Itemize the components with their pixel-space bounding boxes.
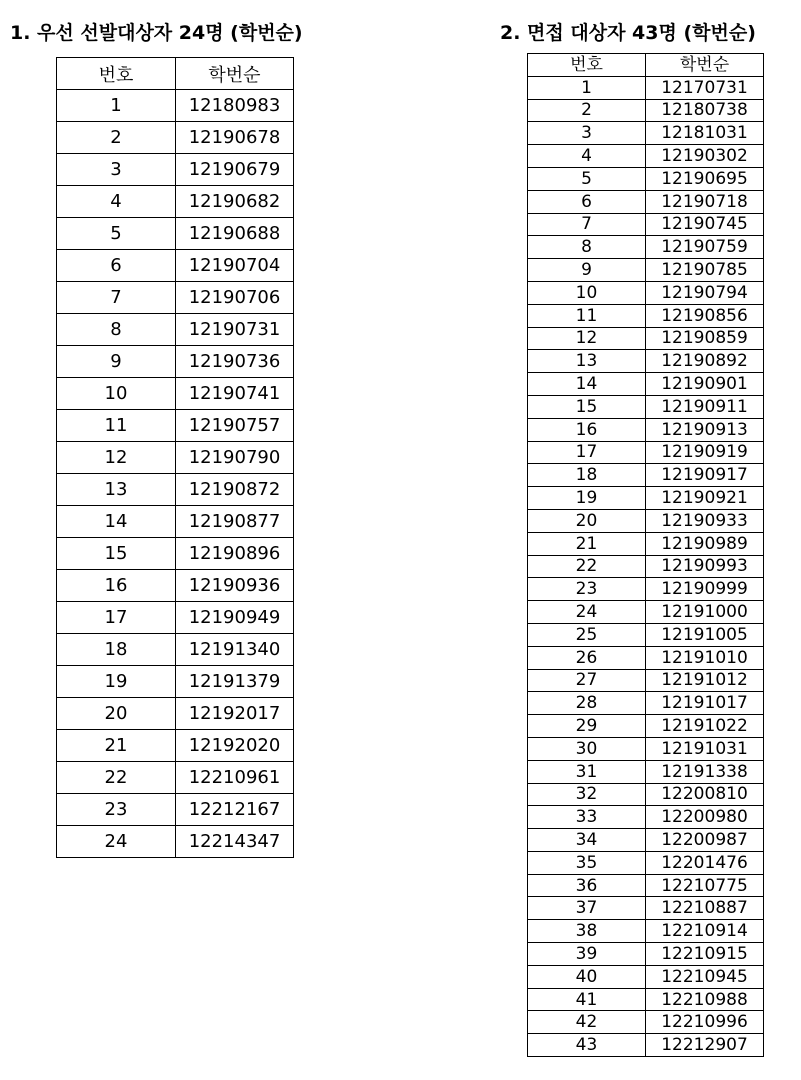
table-row (528, 737, 764, 760)
section1-title: 1. 우선 선발대상자 24명 (학번순) (10, 22, 303, 44)
row-number-cell: 3 (528, 122, 646, 145)
student-id-cell: 12190892 (646, 350, 764, 373)
student-id-cell: 12190731 (176, 314, 294, 346)
row-number-cell: 8 (528, 236, 646, 259)
row-number-cell: 6 (57, 250, 176, 282)
table-row (528, 99, 764, 122)
student-id-cell: 12190911 (646, 395, 764, 418)
table-row (528, 965, 764, 988)
row-number-cell: 19 (528, 487, 646, 510)
row-number-cell: 23 (528, 578, 646, 601)
row-number-cell: 15 (57, 538, 176, 570)
table-row (528, 190, 764, 213)
table-row (528, 145, 764, 168)
table-row (57, 410, 294, 442)
row-number-cell: 7 (57, 282, 176, 314)
student-id-cell: 12190896 (176, 538, 294, 570)
row-number-cell: 14 (57, 506, 176, 538)
row-number-cell: 12 (57, 442, 176, 474)
row-number-cell: 2 (528, 99, 646, 122)
student-id-cell: 12191022 (646, 715, 764, 738)
table-row (57, 122, 294, 154)
row-number-cell: 33 (528, 806, 646, 829)
table-row (57, 698, 294, 730)
table-row (57, 474, 294, 506)
student-id-cell: 12191379 (176, 666, 294, 698)
student-id-cell: 12190759 (646, 236, 764, 259)
table-row (528, 555, 764, 578)
table-row (528, 623, 764, 646)
student-id-cell: 12190877 (176, 506, 294, 538)
table-row (57, 506, 294, 538)
row-number-cell: 30 (528, 737, 646, 760)
table-row (57, 218, 294, 250)
row-number-cell: 25 (528, 623, 646, 646)
student-id-cell: 12190917 (646, 464, 764, 487)
table-row (57, 90, 294, 122)
student-id-cell: 12200987 (646, 829, 764, 852)
student-id-cell: 12190736 (176, 346, 294, 378)
student-id-cell: 12190682 (176, 186, 294, 218)
table-row (528, 487, 764, 510)
row-number-cell: 18 (57, 634, 176, 666)
row-number-cell: 35 (528, 851, 646, 874)
student-id-cell: 12192017 (176, 698, 294, 730)
row-number-cell: 12 (528, 327, 646, 350)
table-row (57, 538, 294, 570)
student-id-cell: 12191012 (646, 669, 764, 692)
student-id-cell: 12190919 (646, 441, 764, 464)
row-number-cell: 21 (528, 532, 646, 555)
table-row (528, 1011, 764, 1034)
student-id-cell: 12214347 (176, 826, 294, 858)
student-id-cell: 12191005 (646, 623, 764, 646)
table-row (528, 441, 764, 464)
section2-title: 2. 면접 대상자 43명 (학번순) (500, 22, 756, 44)
student-id-cell: 12190794 (646, 281, 764, 304)
table-row (528, 373, 764, 396)
row-number-cell: 37 (528, 897, 646, 920)
table-row (528, 76, 764, 99)
table-row (57, 666, 294, 698)
student-id-cell: 12190790 (176, 442, 294, 474)
row-number-cell: 17 (57, 602, 176, 634)
student-id-cell: 12190999 (646, 578, 764, 601)
student-id-cell: 12190706 (176, 282, 294, 314)
row-number-cell: 10 (57, 378, 176, 410)
row-number-cell: 36 (528, 874, 646, 897)
student-id-cell: 12200810 (646, 783, 764, 806)
row-number-cell: 17 (528, 441, 646, 464)
table-row (57, 634, 294, 666)
student-id-cell: 12190989 (646, 532, 764, 555)
row-number-cell: 39 (528, 943, 646, 966)
table-row (528, 281, 764, 304)
table-row (528, 715, 764, 738)
row-number-cell: 13 (57, 474, 176, 506)
row-number-cell: 4 (528, 145, 646, 168)
table-row (57, 762, 294, 794)
table-row (57, 602, 294, 634)
student-id-cell: 12191340 (176, 634, 294, 666)
table-row (528, 327, 764, 350)
table-row (57, 314, 294, 346)
row-number-cell: 5 (57, 218, 176, 250)
student-id-cell: 12201476 (646, 851, 764, 874)
table-row (528, 943, 764, 966)
student-id-cell: 12190718 (646, 190, 764, 213)
row-number-cell: 20 (57, 698, 176, 730)
interview-candidates-table (527, 53, 764, 1057)
row-number-cell: 20 (528, 509, 646, 532)
row-number-cell: 9 (528, 259, 646, 282)
student-id-cell: 12170731 (646, 76, 764, 99)
row-number-cell: 24 (528, 601, 646, 624)
row-number-cell: 22 (57, 762, 176, 794)
student-id-cell: 12190901 (646, 373, 764, 396)
row-number-cell: 5 (528, 167, 646, 190)
student-id-cell: 12190936 (176, 570, 294, 602)
student-id-cell: 12190859 (646, 327, 764, 350)
row-number-cell: 27 (528, 669, 646, 692)
student-id-cell: 12210961 (176, 762, 294, 794)
table-row (528, 167, 764, 190)
student-id-cell: 12210915 (646, 943, 764, 966)
student-id-cell: 12180983 (176, 90, 294, 122)
row-number-cell: 16 (57, 570, 176, 602)
table-row (528, 509, 764, 532)
table-row (57, 730, 294, 762)
student-id-cell: 12210945 (646, 965, 764, 988)
row-number-cell: 34 (528, 829, 646, 852)
student-id-cell: 12180738 (646, 99, 764, 122)
table-row (57, 346, 294, 378)
table-row (528, 783, 764, 806)
student-id-cell: 12190872 (176, 474, 294, 506)
student-id-cell: 12190678 (176, 122, 294, 154)
student-id-cell: 12212907 (646, 1034, 764, 1057)
table-row (57, 826, 294, 858)
student-id-cell: 12210887 (646, 897, 764, 920)
table-row (57, 282, 294, 314)
table-row (528, 601, 764, 624)
student-id-cell: 12190913 (646, 418, 764, 441)
table-row (57, 378, 294, 410)
student-id-cell: 12190757 (176, 410, 294, 442)
row-number-cell: 21 (57, 730, 176, 762)
student-id-cell: 12190856 (646, 304, 764, 327)
row-number-cell: 6 (528, 190, 646, 213)
student-id-cell: 12191000 (646, 601, 764, 624)
row-number-cell: 41 (528, 988, 646, 1011)
row-number-cell: 43 (528, 1034, 646, 1057)
row-number-cell: 38 (528, 920, 646, 943)
table-row (57, 154, 294, 186)
row-number-cell: 42 (528, 1011, 646, 1034)
table-row (528, 532, 764, 555)
row-number-cell: 13 (528, 350, 646, 373)
student-id-cell: 12191338 (646, 760, 764, 783)
student-id-cell: 12190741 (176, 378, 294, 410)
table-row (528, 213, 764, 236)
row-number-cell: 15 (528, 395, 646, 418)
student-id-cell: 12190993 (646, 555, 764, 578)
row-number-cell: 10 (528, 281, 646, 304)
table-row (528, 350, 764, 373)
row-number-cell: 2 (57, 122, 176, 154)
student-id-cell: 12210775 (646, 874, 764, 897)
table-row (528, 851, 764, 874)
table-row (528, 236, 764, 259)
table-row (528, 692, 764, 715)
student-id-cell: 12192020 (176, 730, 294, 762)
row-number-cell: 19 (57, 666, 176, 698)
row-number-cell: 32 (528, 783, 646, 806)
row-number-cell: 11 (57, 410, 176, 442)
row-number-cell: 8 (57, 314, 176, 346)
table-row (528, 874, 764, 897)
header-number: 번호 (57, 58, 176, 90)
table-header-row (57, 58, 294, 90)
row-number-cell: 18 (528, 464, 646, 487)
table-row (57, 250, 294, 282)
table-row (528, 259, 764, 282)
student-id-cell: 12181031 (646, 122, 764, 145)
student-id-cell: 12190695 (646, 167, 764, 190)
table-header-row (528, 54, 764, 77)
student-id-cell: 12210988 (646, 988, 764, 1011)
table-row (57, 186, 294, 218)
row-number-cell: 40 (528, 965, 646, 988)
row-number-cell: 1 (57, 90, 176, 122)
student-id-cell: 12190679 (176, 154, 294, 186)
table-row (528, 806, 764, 829)
student-id-cell: 12190933 (646, 509, 764, 532)
student-id-cell: 12191017 (646, 692, 764, 715)
row-number-cell: 22 (528, 555, 646, 578)
header-student-id: 학번순 (646, 54, 764, 77)
priority-selection-table (56, 57, 294, 858)
table-row (528, 646, 764, 669)
header-student-id: 학번순 (176, 58, 294, 90)
student-id-cell: 12190921 (646, 487, 764, 510)
row-number-cell: 4 (57, 186, 176, 218)
student-id-cell: 12190949 (176, 602, 294, 634)
table-row (528, 1034, 764, 1057)
student-id-cell: 12191010 (646, 646, 764, 669)
table-row (528, 829, 764, 852)
header-number: 번호 (528, 54, 646, 77)
student-id-cell: 12200980 (646, 806, 764, 829)
student-id-cell: 12190785 (646, 259, 764, 282)
table-row (528, 578, 764, 601)
table-row (528, 464, 764, 487)
row-number-cell: 9 (57, 346, 176, 378)
row-number-cell: 16 (528, 418, 646, 441)
table-row (528, 897, 764, 920)
table-row (528, 304, 764, 327)
table-row (528, 669, 764, 692)
row-number-cell: 31 (528, 760, 646, 783)
row-number-cell: 1 (528, 76, 646, 99)
table-row (528, 988, 764, 1011)
row-number-cell: 14 (528, 373, 646, 396)
student-id-cell: 12190302 (646, 145, 764, 168)
student-id-cell: 12191031 (646, 737, 764, 760)
row-number-cell: 11 (528, 304, 646, 327)
student-id-cell: 12190688 (176, 218, 294, 250)
student-id-cell: 12190745 (646, 213, 764, 236)
table-row (528, 395, 764, 418)
table-row (528, 920, 764, 943)
row-number-cell: 23 (57, 794, 176, 826)
table-row (528, 122, 764, 145)
row-number-cell: 24 (57, 826, 176, 858)
student-id-cell: 12190704 (176, 250, 294, 282)
row-number-cell: 29 (528, 715, 646, 738)
table-row (57, 570, 294, 602)
table-row (528, 418, 764, 441)
row-number-cell: 7 (528, 213, 646, 236)
row-number-cell: 3 (57, 154, 176, 186)
table-row (57, 794, 294, 826)
student-id-cell: 12210996 (646, 1011, 764, 1034)
student-id-cell: 12210914 (646, 920, 764, 943)
student-id-cell: 12212167 (176, 794, 294, 826)
row-number-cell: 26 (528, 646, 646, 669)
table-row (528, 760, 764, 783)
table-row (57, 442, 294, 474)
row-number-cell: 28 (528, 692, 646, 715)
